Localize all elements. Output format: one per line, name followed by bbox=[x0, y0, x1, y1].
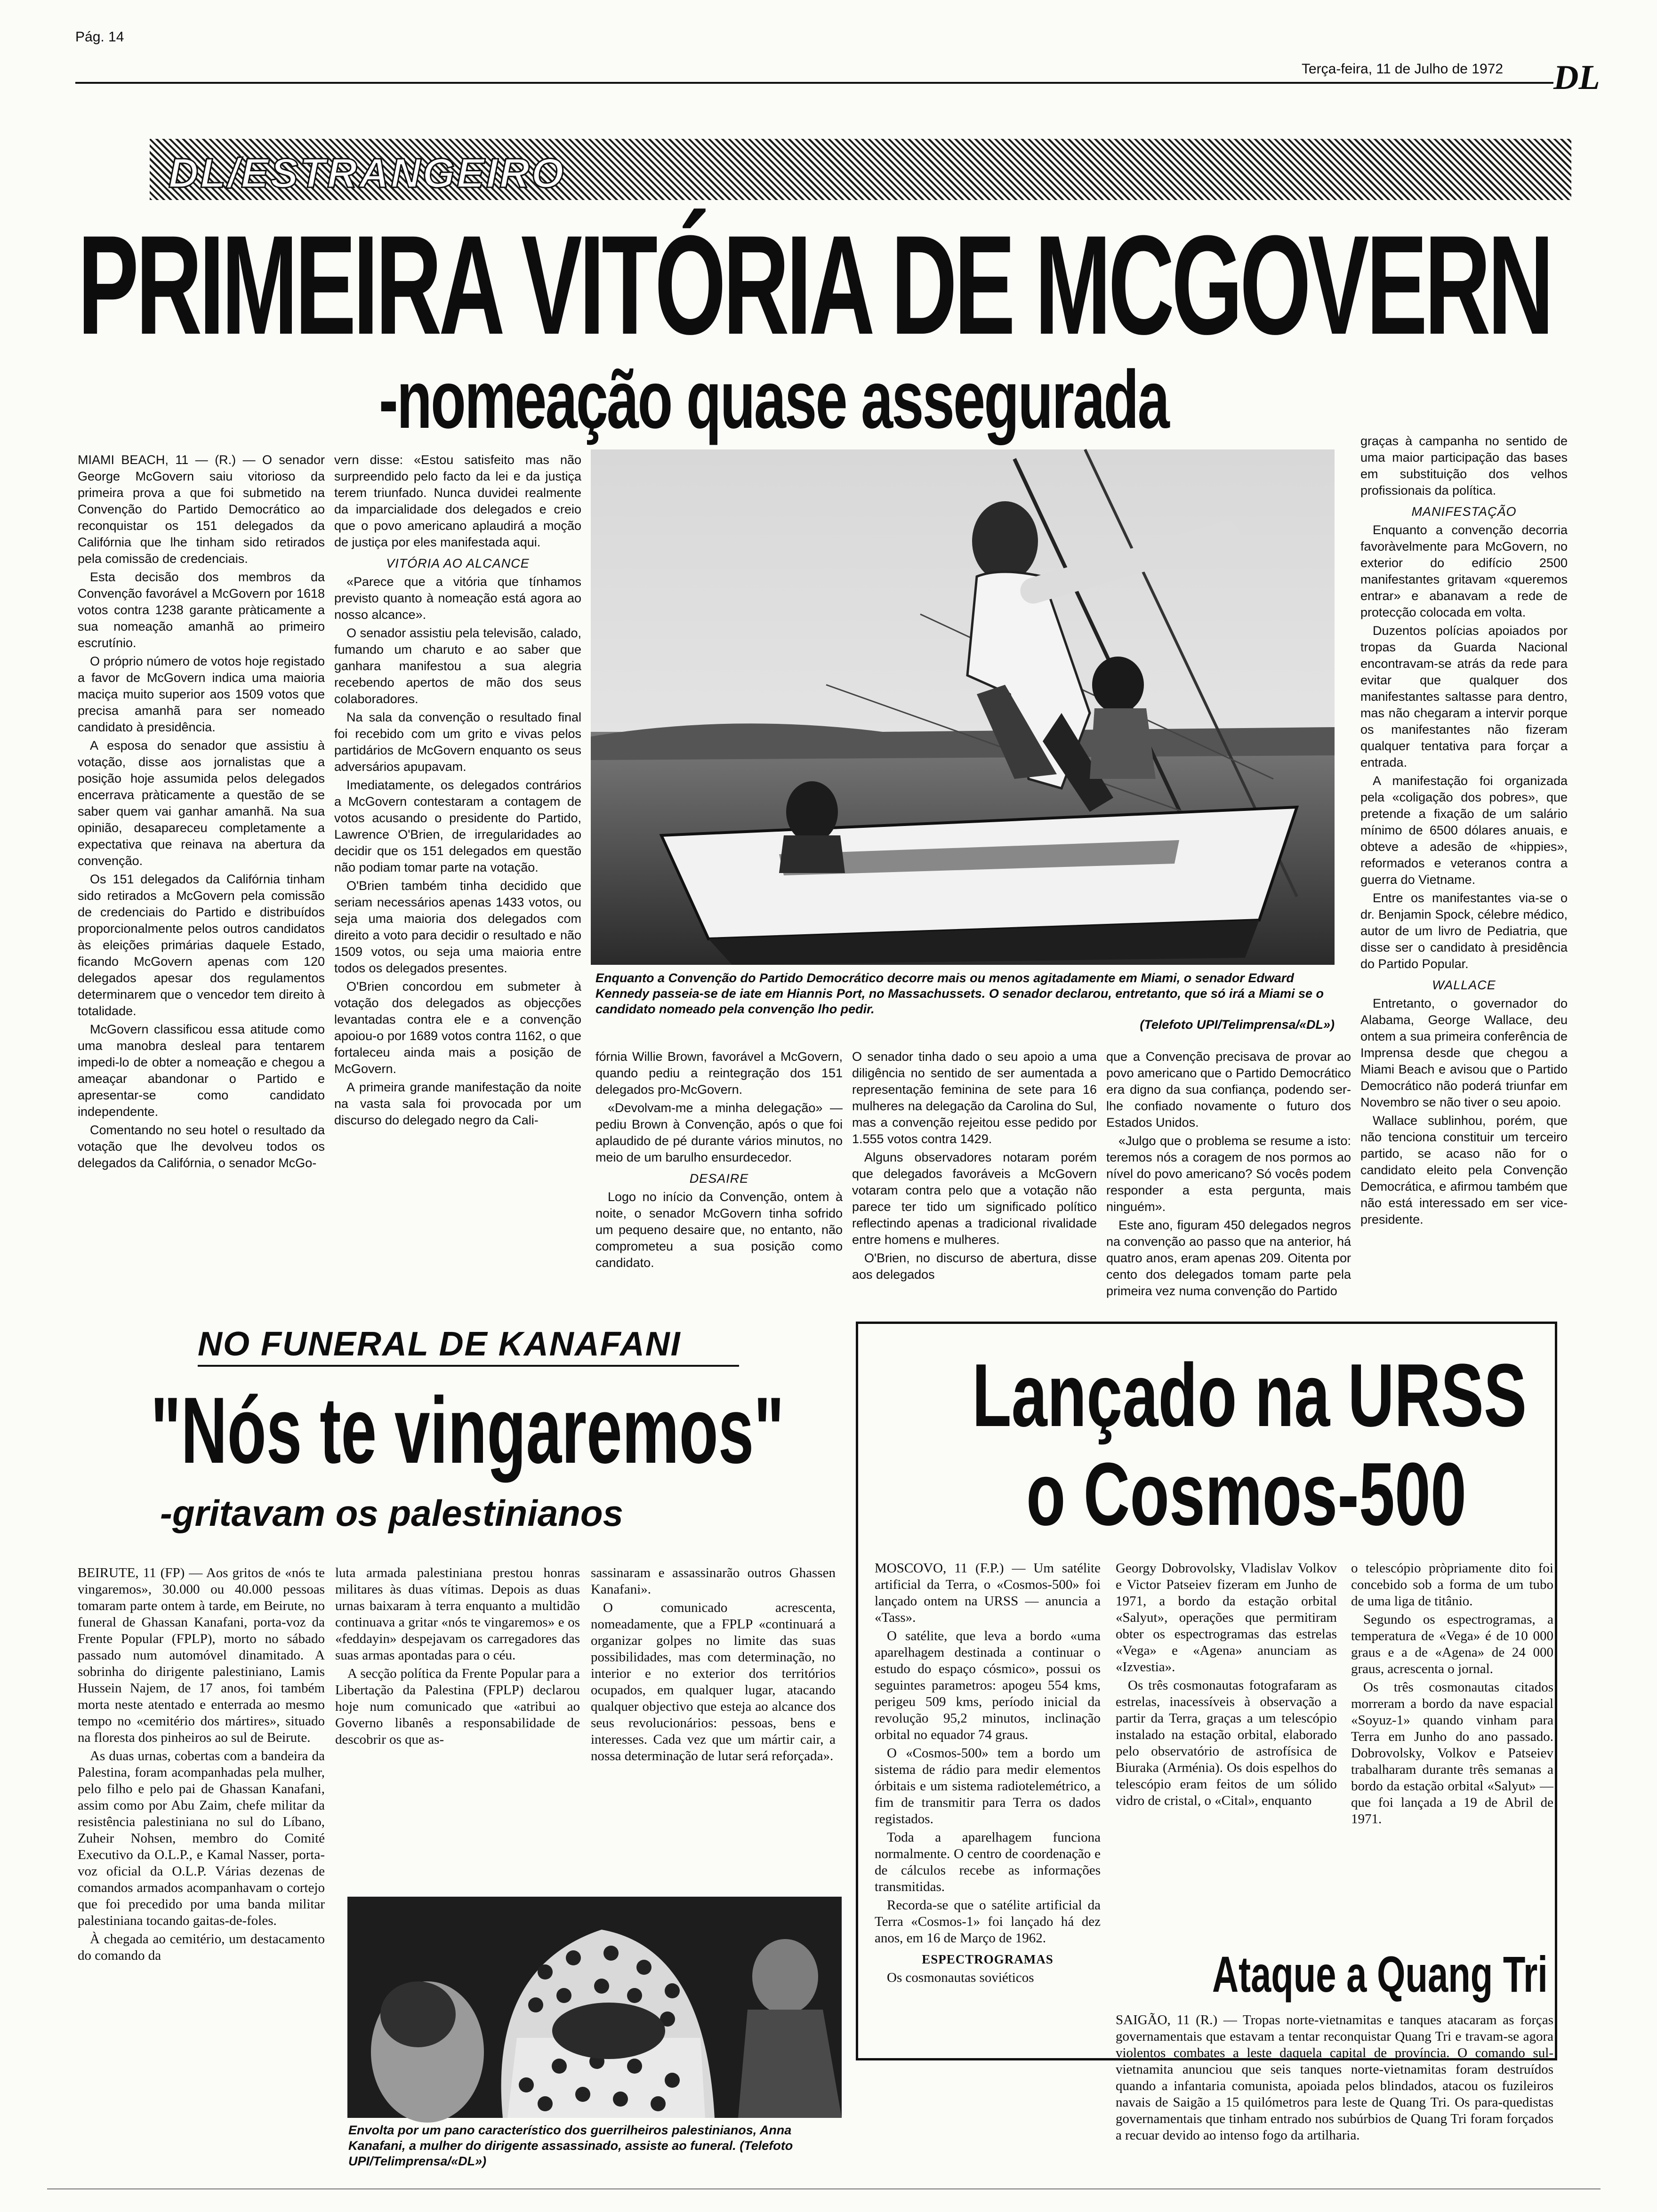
paragraph: Entre os manifestantes via-se o dr. Benjamin Spock, célebre médico, autor de um livro de Pediatria, que disse ser o candidato à presidência do Partido Popular. bbox=[1360, 891, 1568, 971]
paragraph: Recorda-se que o satélite artificial da Terra «Cosmos-1» foi lançado há dez anos, em 16 de Março de 1962. bbox=[875, 1898, 1101, 1946]
paragraph: MIAMI BEACH, 11 — (R.) — O senador George McGovern saiu vitorioso da primeira prova a que foi submetido na Convenção do Partido Democrático ao reconquistar os 151 delegados da Califórnia que lhe tinham sido retirados pela comissão de credenciais. bbox=[78, 453, 325, 566]
paragraph: Entretanto, o governador do Alabama, George Wallace, deu ontem a sua primeira conferência de Imprensa desde que chegou a Miami Beach e avisou que o Partido Democrático não poderá triunfar em Novembro se não tiver o seu apoio. bbox=[1360, 996, 1568, 1109]
kanafani-kicker: NO FUNERAL DE KANAFANI bbox=[198, 1325, 681, 1363]
kennedy-photo-caption bbox=[595, 970, 1335, 1033]
cosmos-column-1 bbox=[875, 1560, 1101, 2137]
bottom-rule bbox=[47, 2188, 1601, 2189]
anna-kanafani-photo bbox=[347, 1897, 842, 2118]
kanafani-headline: "Nós te vingaremos" bbox=[151, 1378, 784, 1483]
mcgovern-column-1 bbox=[78, 452, 325, 1290]
paragraph: Enquanto a convenção decorria favoràvelmente para McGovern, no exterior do edifício 2500 manifestantes gritavam «queremos entrar» e abanavam a rede de protecção colocada em volta. bbox=[1360, 523, 1568, 619]
mcgovern-column-3 bbox=[595, 1049, 843, 1289]
kennedy-yacht-photo bbox=[591, 449, 1335, 965]
paragraph: Os três cosmonautas citados morreram a bordo da nave espacial «Soyuz-1» quando vinham para Terra em Junho do ano passado. Dobrovolsky, Volkov e Patseiev trabalharam durante três semanas a bordo da estação orbital «Salyut» — que foi lançada a 19 de Abril de 1971. bbox=[1351, 1680, 1553, 1827]
issue-date: Terça-feira, 11 de Julho de 1972 bbox=[1302, 61, 1504, 77]
paragraph: graças à campanha no sentido de uma maior participação das bases em substituição dos velhos profissionais da política. bbox=[1360, 434, 1568, 497]
header-rule bbox=[75, 82, 1553, 84]
paragraph: O'Brien também tinha decidido que seriam necessários apenas 1433 votos, ou seja uma maioria dos delegados com direito a voto para decidir o resultado e não 1509 votos, ou seja uma maioria entre todos os delegados presentes. bbox=[334, 879, 581, 975]
caption-text: Enquanto a Convenção do Partido Democrático decorre mais ou menos agitadamente em Miami, o senador Edward Kennedy passeia-se de iate em Hiannis Port, no Massachussets. O senador declarou, entretanto, que só irá a Miami se o candidato nomeado pela convenção lho pedir. bbox=[595, 971, 1324, 1016]
subheading-manifestacao: MANIFESTAÇÃO bbox=[1411, 505, 1517, 519]
paragraph: Segundo os espectrogramas, a temperatura de «Vega» é de 10 000 graus e a de «Agena» de 24 000 graus, acrescenta o jornal. bbox=[1351, 1612, 1553, 1676]
mcgovern-column-4 bbox=[852, 1049, 1097, 1289]
paragraph: As duas urnas, cobertas com a bandeira da Palestina, foram acompanhadas pela mulher, pelo filho e pelo pai de Ghassan Kanafani, assim como por Abu Zaim, chefe militar da resistência palestiniana no sul do Líbano, Zuheir Nohsen, membro do Comité Executivo da O.L.P., e Kamal Nasser, porta-voz oficial da O.L.P. Várias dezenas de comandos armados acompanhavam o cortejo que foi precedido por uma banda militar palestiniana tocando gaitas-de-foles. bbox=[78, 1748, 325, 1928]
paragraph: «Julgo que o problema se resume a isto: teremos nós a coragem de nos pormos ao nível do povo americano? Só vocês podem responder a esta pergunta, mais ninguém». bbox=[1106, 1134, 1351, 1214]
paragraph: Esta decisão dos membros da Convenção favorável a McGovern por 1618 votos contra 1238 garante pràticamente a sua nomeação amanhã ao primeiro escrutínio. bbox=[78, 570, 325, 650]
paragraph: sassinaram e assassinarão outros Ghassen Kanafani». bbox=[591, 1565, 836, 1597]
paragraph: Este ano, figuram 450 delegados negros na convenção ao passo que na anterior, há quatro anos, eram apenas 209. Oitenta por cento dos delegados tomam parte pela primeira vez numa convenção do Partido bbox=[1106, 1218, 1351, 1298]
paragraph: Wallace sublinhou, porém, que não tenciona constituir um terceiro partido, se acaso não for o candidato eleito pela Convenção Democrática, e afirmou também que não está interessado em ser vice-presidente. bbox=[1360, 1114, 1568, 1226]
paragraph: O satélite, que leva a bordo «uma aparelhagem destinada a continuar o estudo do espaço cósmico», possui os seguintes parametros: apogeu 554 kms, perigeu 509 kms, período inicial da revolução 95,2 minutos, inclinação orbital no equador 74 graus. bbox=[875, 1628, 1101, 1742]
photo-credit: (Telefoto UPI/Telimprensa/«DL») bbox=[1140, 1018, 1335, 1032]
paragraph: O'Brien concordou em submeter à votação dos delegados as objecções levantadas contra ele e a convenção apoiou-o por 1689 votos contra 1162, o que fortaleceu ainda mais a posição de McGovern. bbox=[334, 979, 581, 1076]
paragraph: McGovern classificou essa atitude como uma manobra desleal para tentarem impedi-lo de obter a nomeação e chegou a ameaçar abandonar o Partido e apresentar-se como candidato independente. bbox=[78, 1022, 325, 1119]
paragraph: A primeira grande manifestação da noite na vasta sala foi provocada por um discurso do delegado negro da Cali- bbox=[334, 1080, 581, 1127]
subheading-desaire: DESAIRE bbox=[689, 1171, 749, 1186]
paragraph: BEIRUTE, 11 (FP) — Aos gritos de «nós te vingaremos», 30.000 ou 40.000 pessoas tomaram parte ontem à tarde, em Beirute, no funeral de Ghassan Kanafani, porta-voz da Frente Popular (FPLP), morto no sábado passado num automóvel dinamitado. A sobrinha do dirigente palestiniano, Lamis Hussein Najem, de 17 anos, foi também morta neste atentado e enterrada ao mesmo tempo no «cemitério dos mártires», situado na floresta dos pinheiros ao sul de Beirute. bbox=[78, 1565, 325, 1745]
cosmos-headline-line-1: Lançado na URSS bbox=[972, 1346, 1527, 1445]
subheading-wallace: WALLACE bbox=[1432, 978, 1496, 992]
paragraph: O senador assistiu pela televisão, calado, fumando um charuto e ao saber que ganhara manifestou a sua alegria recebendo apertos de mão dos seus colaboradores. bbox=[334, 626, 581, 706]
paragraph: MOSCOVO, 11 (F.P.) — Um satélite artificial da Terra, o «Cosmos-500» foi lançado ontem na URSS — anuncia a «Tass». bbox=[875, 1561, 1101, 1625]
section-title: DL/ESTRANGEIRO bbox=[169, 150, 566, 196]
paragraph: vern disse: «Estou satisfeito mas não surpreendido pelo facto da lei e da justiça terem triunfado. Nunca duvidei realmente da imparcialidade dos delegados e creio que o povo americano aplaudirá a moção de justiça por eles manifestada aqui. bbox=[334, 453, 581, 549]
kennedy-yacht-image bbox=[591, 449, 1335, 965]
paragraph: Alguns observadores notaram porém que delegados favoráveis a McGovern votaram contra pelo que a votação não parece ter tido um significado político reflectindo apenas a tradicional rivalidade entre homens e mulheres. bbox=[852, 1150, 1097, 1247]
paragraph: Toda a aparelhagem funciona normalmente. O centro de coordenação e de cálculos recebe as informações transmitidas. bbox=[875, 1830, 1101, 1894]
paragraph: Georgy Dobrovolsky, Vladislav Volkov e Victor Patseiev fizeram em Junho de 1971, a bordo da estação orbital «Salyut», operações que permitiram obter os espectrogramas das estrelas «Vega» e «Agena» anunciam as «Izvestia». bbox=[1116, 1561, 1337, 1675]
kanafani-column-2 bbox=[335, 1565, 580, 1890]
mcgovern-headline: PRIMEIRA VITÓRIA DE MCGOVERN bbox=[78, 206, 1551, 364]
paragraph: O'Brien, no discurso de abertura, disse aos delegados bbox=[852, 1251, 1097, 1282]
kanafani-column-3 bbox=[591, 1565, 836, 1890]
quangtri-body bbox=[1116, 2012, 1553, 2167]
cosmos-headline-line-2: o Cosmos-500 bbox=[1026, 1444, 1467, 1544]
paragraph: A secção política da Frente Popular para a Libertação da Palestina (FPLP) declarou hoje num comunicado que «atribui ao Governo libanês a responsabilidade de descobrir os que as- bbox=[335, 1666, 580, 1747]
mcgovern-column-2 bbox=[334, 452, 581, 1290]
paragraph: Os cosmonautas soviéticos bbox=[887, 1970, 1034, 1985]
paragraph: Os 151 delegados da Califórnia tinham sido retirados a McGovern pela comissão de credenciais do Partido e distribuídos proporcionalmente pelos outros candidatos às eleições primárias daquele Estado, ficando McGovern apenas com 120 delegados apesar dos regulamentos determinarem que o vencedor tem direito à totalidade. bbox=[78, 872, 325, 1018]
paragraph: Imediatamente, os delegados contrários a McGovern contestaram a contagem de votos acusando o presidente do Partido, Lawrence O'Brien, de irregularidades ao decidir que os 151 delegados em questão não podiam tomar parte na votação. bbox=[334, 778, 581, 874]
section-banner bbox=[150, 139, 1571, 200]
paragraph: A manifestação foi organizada pela «coligação dos pobres», que pretende a fixação de um salário mínimo de 6500 dólares anuais, e obteve a adesão de «hippies», reformados e veteranos contra a guerra do Vietname. bbox=[1360, 774, 1568, 887]
subheading-espectrogramas: ESPECTROGRAMAS bbox=[922, 1952, 1054, 1966]
paragraph: «Devolvam-me a minha delegação» — pediu Brown à Convenção, após o que foi aplaudido de pé durante vários minutos, no meio de um barulho ensurdecedor. bbox=[595, 1101, 843, 1164]
paragraph: Os três cosmonautas fotografaram as estrelas, inacessíveis à observação a partir da Terra, graças a um telescópio instalado na estação orbital, elaborado pelo observatório de astrofísica de Biuraka (Arménia). Os dois espelhos do telescópio eram feitos de um sólido vidro de cristal, o «Cital», enquanto bbox=[1116, 1678, 1337, 1808]
paragraph: o telescópio pròpriamente dito foi concebido sob a forma de um tubo de uma liga de titânio. bbox=[1351, 1561, 1553, 1609]
subheading-vitoria: VITÓRIA AO ALCANCE bbox=[386, 556, 530, 570]
paragraph: A esposa do senador que assistiu à votação, disse aos jornalistas que a posição hoje assumida pelos delegados encerrava pràticamente a questão de se saber quem vai ganhar amanhã. Na sua opinião, desapareceu completamente a expectativa que reinava na abertura da convenção. bbox=[78, 738, 325, 868]
paragraph: Logo no início da Convenção, ontem à noite, o senador McGovern tinha sofrido um pequeno desaire que, no entanto, não comprometeu a sua posição como candidato. bbox=[595, 1190, 843, 1270]
paragraph: Duzentos polícias apoiados por tropas da Guarda Nacional encontravam-se atrás da rede para evitar que qualquer dos manifestantes saltasse para dentro, mas não chegaram a intervir porque os manifestantes não fizeram qualquer tentativa para forçar a entrada. bbox=[1360, 624, 1568, 769]
paragraph: «Parece que a vitória que tínhamos previsto quanto à nomeação está agora ao nosso alcance». bbox=[334, 575, 581, 622]
mcgovern-column-6 bbox=[1360, 433, 1568, 1290]
paragraph: O senador tinha dado o seu apoio a uma diligência no sentido de ser aumentada a representação feminina de sete para 16 mulheres na delegação da Carolina do Sul, mas a convenção rejeitou esse pedido por 1.555 votos contra 1429. bbox=[852, 1050, 1097, 1146]
paragraph: SAIGÃO, 11 (R.) — Tropas norte-vietnamitas e tanques atacaram as forças governamentais que estavam a tentar reconquistar Quang Tri e travam-se agora violentos combates a leste daquela capital de província. O comando sul-vietnamita anunciou que seis tanques norte-vietnamitas foram destruídos quando a infantaria comunista, apoiada pelos blindados, atacou os fuzileiros navais de Saigão a 15 quilómetros para leste de Quang Tri. Os para-quedistas governamentais que tinham entrado nos subúrbios de Quang Tri foram forçados a recuar devido ao intenso fogo da artilharia. bbox=[1116, 2012, 1553, 2143]
funeral-image bbox=[347, 1897, 842, 2118]
cosmos-column-2 bbox=[1116, 1560, 1337, 1937]
mcgovern-column-5 bbox=[1106, 1049, 1351, 1298]
quangtri-headline: Ataque a Quang Tri bbox=[1212, 1946, 1548, 2003]
paragraph: Comentando no seu hotel o resultado da votação que lhe devolveu todos os delegados da Califórnia, o senador McGo- bbox=[78, 1123, 325, 1170]
page-number: Pág. 14 bbox=[75, 29, 124, 45]
paragraph: luta armada palestiniana prestou honras militares às duas vítimas. Depois as duas urnas baixaram à terra enquanto a multidão continuava a gritar «nós te vingaremos» e os «feddayin» despejavam os carregadores das suas armas apontadas para o céu. bbox=[335, 1565, 580, 1663]
cosmos-column-3 bbox=[1351, 1560, 1553, 1937]
mcgovern-subhead: -nomeação quase assegurada bbox=[379, 354, 1168, 446]
masthead-logo: DL bbox=[1553, 58, 1600, 97]
kanafani-subhead: -gritavam os palestinianos bbox=[160, 1492, 623, 1534]
anna-kanafani-caption: Envolta por um pano característico dos guerrilheiros palestinianos, Anna Kanafani, a mulher do dirigente assassinado, assiste ao funeral. (Telefoto UPI/Telimprensa/«DL») bbox=[348, 2123, 793, 2168]
paragraph: À chegada ao cemitério, um destacamento do comando da bbox=[78, 1931, 325, 1963]
paragraph: fórnia Willie Brown, favorável a McGovern, quando pediu a reintegração dos 151 delegados pro-McGovern. bbox=[595, 1050, 843, 1097]
paragraph: O comunicado acrescenta, nomeadamente, que a FPLP «continuará a organizar golpes no limite das suas possibilidades, mas com determinação, no interior e no exterior dos territórios ocupados, em qualquer lugar, atacando qualquer objectivo que esteja ao alcance dos seus revolucionários: pessoas, bens e interesses. Cada vez que um mártir cair, a nossa determinação de lutar será reforçada». bbox=[591, 1600, 836, 1763]
paragraph: Na sala da convenção o resultado final foi recebido com um grito e vivas pelos partidários de McGovern enquanto os seus adversários apupavam. bbox=[334, 710, 581, 774]
paragraph: O «Cosmos-500» tem a bordo um sistema de rádio para medir elementos órbitais e um sistema radiotelemétrico, a fim de transmitir para Terra os dados registados. bbox=[875, 1746, 1101, 1827]
kanafani-kicker-rule bbox=[198, 1365, 739, 1367]
kanafani-column-1 bbox=[78, 1565, 325, 2179]
paragraph: O próprio número de votos hoje registado a favor de McGovern indica uma maioria maciça muito superior aos 1509 votos que precisa amanhã para ser nomeado candidato à presidência. bbox=[78, 654, 325, 734]
paragraph: que a Convenção precisava de provar ao povo americano que o Partido Democrático era digno da sua confiança, podendo ser-lhe confiado novamente o futuro dos Estados Unidos. bbox=[1106, 1050, 1351, 1130]
